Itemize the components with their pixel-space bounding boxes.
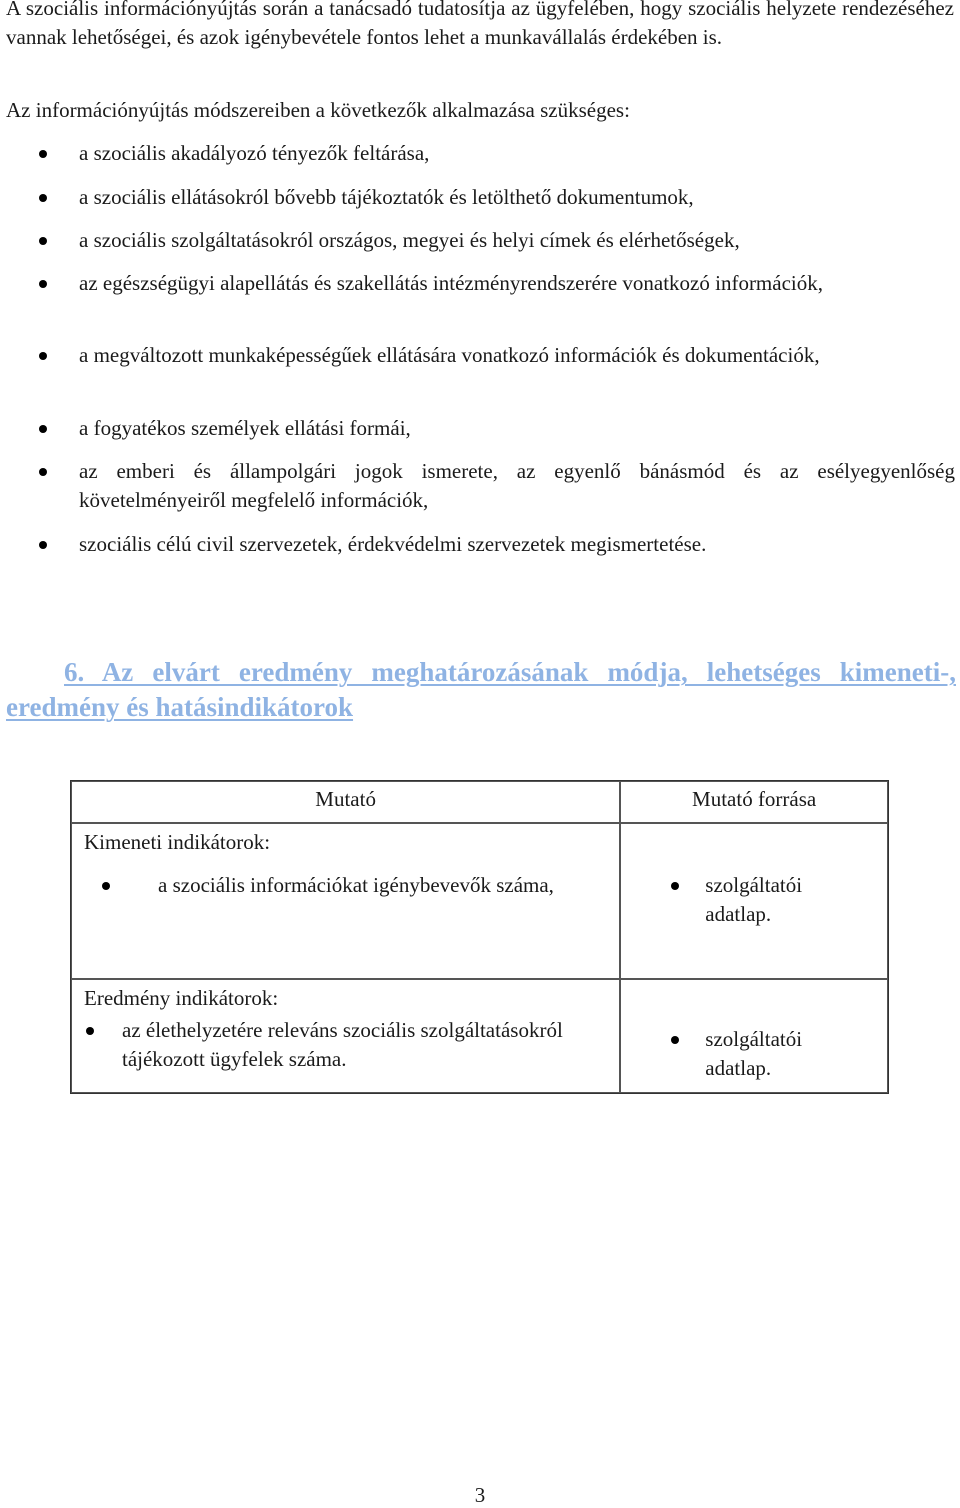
indicator-table (70, 780, 889, 1094)
bullet-icon (671, 1036, 679, 1044)
list-item: az egészségügyi alapellátás és szakellátás intézményrendszerére vonatkozó információk, (79, 269, 955, 298)
bullet-icon (39, 468, 47, 476)
bullet-icon (39, 280, 47, 288)
list-item: a szociális szolgáltatásokról országos, megyei és helyi címek és elérhetőségek, (79, 226, 955, 255)
source-value: szolgáltatói adatlap. (621, 1025, 887, 1083)
page-number: 3 (474, 1483, 486, 1507)
bullet-icon (39, 425, 47, 433)
bullet-icon (86, 1027, 94, 1035)
bullet-icon (39, 194, 47, 202)
row-label: Eredmény indikátorok: (84, 986, 279, 1010)
indicator-value: a szociális információkat igénybevevők száma, (72, 871, 619, 900)
section-heading: 6. Az elvárt eredmény meghatározásának módja, lehetséges kimeneti-, eredmény és hatásindikátorok (6, 657, 956, 722)
intro-paragraph: A szociális információnyújtás során a tanácsadó tudatosítja az ügyfelében, hogy szociális helyzete rendezéséhez vannak lehetőségei, és azok igénybevétele fontos lehet a munkavállalás érdekében is. (6, 0, 954, 49)
row-label: Kimeneti indikátorok: (84, 830, 271, 854)
list-item: a szociális ellátásokról bővebb tájékoztatók és letölthető dokumentumok, (79, 183, 955, 212)
list-item: a megváltozott munkaképességűek ellátására vonatkozó információk és dokumentációk, (79, 341, 955, 370)
source-value: szolgáltatói adatlap. (621, 871, 887, 929)
bullet-icon (39, 237, 47, 245)
list-item: az emberi és állampolgári jogok ismerete, az egyenlő bánásmód és az esélyegyenlőség követelményeiről megfelelő információk, (79, 457, 955, 515)
indicator-cell (71, 979, 620, 1093)
list-item: szociális célú civil szervezetek, érdekvédelmi szervezetek megismertetése. (79, 530, 955, 559)
list-item: a fogyatékos személyek ellátási formái, (79, 414, 955, 443)
bullet-icon (102, 882, 110, 890)
bullet-icon (39, 541, 47, 549)
table-row (71, 823, 888, 979)
column-header-source: Mutató forrása (620, 781, 888, 823)
indicator-cell (71, 823, 620, 979)
bullet-icon (39, 352, 47, 360)
bullet-icon (671, 882, 679, 890)
source-cell (620, 979, 888, 1093)
indicator-value: az élethelyzetére releváns szociális szolgáltatásokról tájékozott ügyfelek száma. (72, 1016, 619, 1074)
methods-intro: Az információnyújtás módszereiben a következők alkalmazása szükséges: (6, 98, 630, 122)
column-header-indicator: Mutató (71, 781, 620, 823)
source-cell (620, 823, 888, 979)
list-item: a szociális akadályozó tényezők feltárása, (79, 139, 955, 168)
bullet-icon (39, 150, 47, 158)
table-header-row (71, 781, 888, 823)
table-row (71, 979, 888, 1093)
